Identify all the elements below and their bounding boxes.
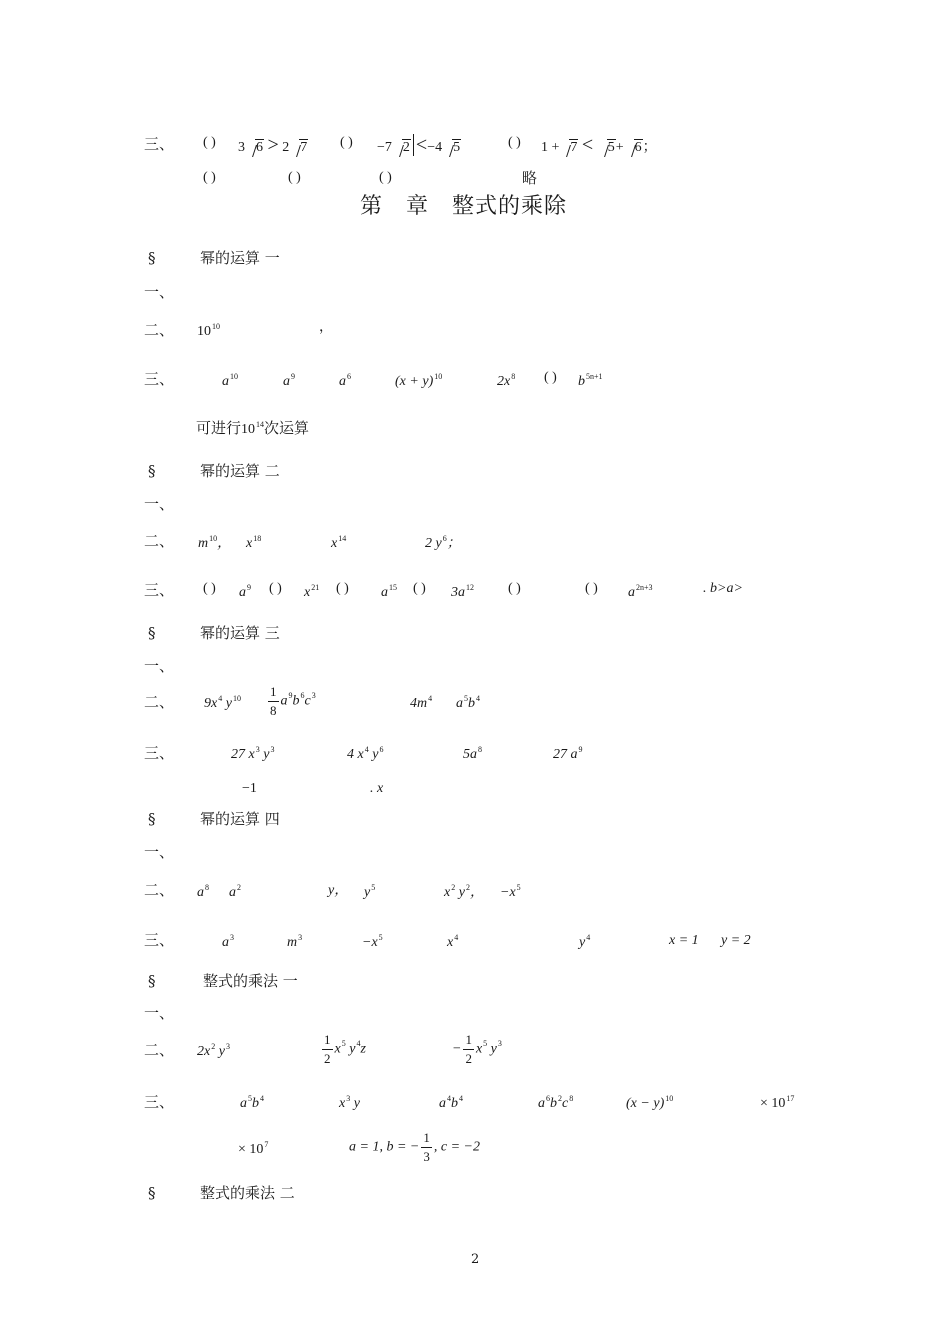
math-expression: $a^5b^4$ [456, 694, 480, 711]
math-expression: −1 [242, 781, 257, 796]
math-expression: $a^{10}$ [222, 372, 238, 389]
math-expression: $a^6b^2c^8$ [538, 1094, 574, 1111]
item-label: 一、 [144, 283, 175, 301]
item-label: 三、 [144, 370, 175, 388]
item-label: 一、 [144, 843, 175, 861]
math-expression: $b^{5n+1}$ [578, 372, 603, 389]
answer-paren: ( ) [203, 135, 216, 150]
math-expression: −7 2 <−4 5 [377, 134, 461, 156]
answer-paren: ( ) [336, 581, 349, 596]
item-label: 二、 [144, 881, 175, 899]
math-expression: × $10^{17}$ [760, 1094, 795, 1111]
math-expression: $a^9$ [239, 583, 251, 600]
item-label: 二、 [144, 321, 175, 339]
section-mark: § [148, 624, 156, 642]
math-expression: $10^{10}$ [197, 322, 220, 339]
item-label: 一、 [144, 1004, 175, 1022]
item-label: 三、 [144, 1093, 175, 1111]
math-expression: $x^{18}$ [246, 534, 262, 551]
math-expression: $a^2$ [229, 883, 241, 900]
math-expression: $y^5$ [364, 883, 376, 900]
math-expression: $a^4b^4$ [439, 1094, 463, 1111]
statement-text: 可进行$10^{14}$次运算 [196, 419, 310, 437]
math-expression: $\frac{1}{8}$ $a^9b^6c^3$ [270, 684, 316, 718]
omitted-text: 略 [522, 169, 538, 187]
math-expression: 27 $x^3$ $y^3$ [231, 745, 275, 762]
answer-paren: ( ) [269, 581, 282, 596]
section-mark: § [148, 972, 156, 990]
math-expression: $a^5b^4$ [240, 1094, 264, 1111]
math-expression: $x^3$ y [339, 1094, 360, 1111]
section-title: 幂的运算 二 [200, 462, 280, 480]
section-mark: § [148, 810, 156, 828]
math-expression: $4m^4$ [410, 694, 433, 711]
section-mark: § [148, 1184, 156, 1202]
item-label: 三、 [144, 135, 175, 153]
math-expression: $x^{21}$ [304, 583, 320, 600]
answer-paren: ( ) [508, 135, 521, 150]
item-label: 一、 [144, 495, 175, 513]
math-expression: $x^4$ [447, 933, 459, 950]
math-expression: $x^2$ $y^2$， [444, 883, 484, 900]
answer-paren: ( ) [508, 581, 521, 596]
math-expression: $m^{10}$， [198, 534, 232, 551]
answer-paren: ( ) [203, 170, 216, 185]
math-expression: × $10^7$ [238, 1140, 269, 1157]
math-expression: $3a^{12}$ [451, 583, 474, 600]
math-expression: $x^{14}$ [331, 534, 347, 551]
math-expression: $\frac{1}{2}$ $x^5$ $y^4z$ [324, 1032, 366, 1066]
math-expression: y， [328, 883, 349, 898]
math-expression: x = 1 [669, 933, 699, 948]
math-expression: $a^9$ [283, 372, 295, 389]
answer-paren: ( ) [340, 135, 353, 150]
math-expression: $-x^5$ [500, 883, 521, 900]
math-expression: . b>a> [703, 581, 743, 596]
math-expression: 1 + 7 < 5+ 6； [541, 134, 657, 156]
math-expression: $a^6$ [339, 372, 351, 389]
math-expression: 4 $x^4$ $y^6$ [347, 745, 384, 762]
punctuation: ， [319, 320, 333, 335]
math-expression: 3 6 > 2 7 [238, 134, 308, 156]
section-mark: § [148, 249, 156, 267]
section-mark: § [148, 462, 156, 480]
math-expression: 27 $a^9$ [553, 745, 583, 762]
math-expression: . x [370, 781, 384, 796]
math-expression: $m^3$ [287, 933, 303, 950]
math-expression: $(x - y)^{10}$ [626, 1094, 674, 1111]
math-expression: $a^{15}$ [381, 583, 397, 600]
item-label: 三、 [144, 931, 175, 949]
math-expression: $2x^8$ [497, 372, 516, 389]
math-expression: $a^8$ [197, 883, 209, 900]
answer-paren: ( ) [544, 370, 557, 385]
item-label: 一、 [144, 657, 175, 675]
section-title: 幂的运算 一 [200, 249, 280, 267]
answer-paren: ( ) [585, 581, 598, 596]
math-expression: $9x^4$ $y^{10}$ [204, 694, 241, 711]
item-label: 二、 [144, 693, 175, 711]
math-expression: $y^4$ [579, 933, 591, 950]
item-label: 三、 [144, 744, 175, 762]
chapter-title: 第 章 整式的乘除 [360, 194, 568, 219]
math-expression: − $\frac{1}{2}$ $x^5$ $y^3$ [452, 1032, 502, 1066]
math-expression: a = 1, b = − $\frac{1}{3}$ , c = −2 [349, 1130, 480, 1164]
math-expression: 2 $y^6$； [425, 534, 461, 551]
section-title: 整式的乘法 一 [203, 972, 298, 990]
item-label: 二、 [144, 532, 175, 550]
math-expression: $a^{2n+3}$ [628, 583, 653, 600]
math-expression: $a^3$ [222, 933, 234, 950]
answer-paren: ( ) [413, 581, 426, 596]
section-title: 幂的运算 三 [200, 624, 280, 642]
section-title: 整式的乘法 二 [200, 1184, 295, 1202]
answer-paren: ( ) [288, 170, 301, 185]
answer-paren: ( ) [203, 581, 216, 596]
math-expression: $2x^2$ $y^3$ [197, 1042, 230, 1059]
math-expression: $5a^8$ [463, 745, 482, 762]
math-expression: $-x^5$ [362, 933, 383, 950]
item-label: 二、 [144, 1041, 175, 1059]
math-expression: y = 2 [721, 933, 751, 948]
math-expression: $(x + y)^{10}$ [395, 372, 443, 389]
answer-paren: ( ) [379, 170, 392, 185]
section-title: 幂的运算 四 [200, 810, 280, 828]
item-label: 三、 [144, 581, 175, 599]
page-number: 2 [471, 1252, 480, 1267]
